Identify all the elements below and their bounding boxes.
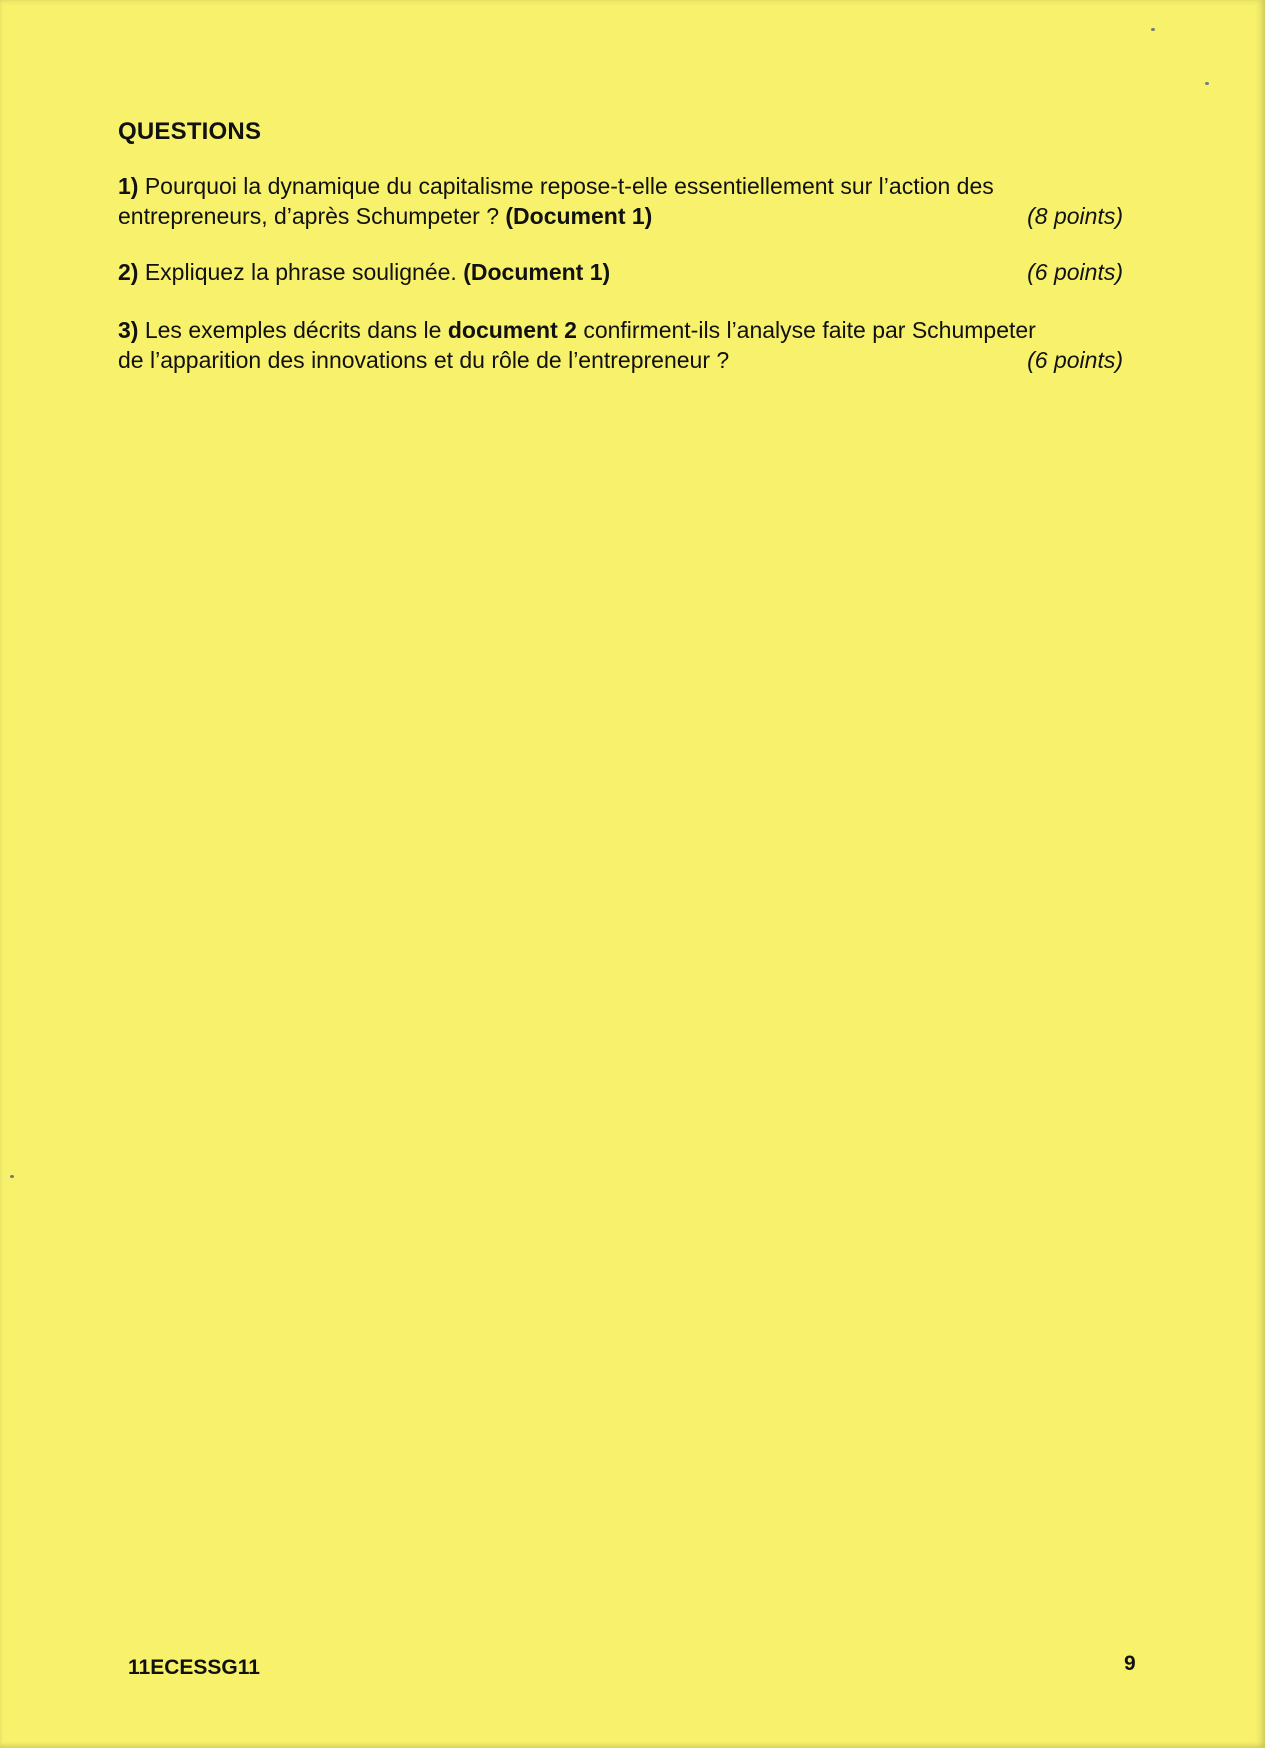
question-1-line-1 (118, 171, 1128, 201)
question-3-line-1 (118, 315, 1128, 345)
questions-heading: QUESTIONS (118, 118, 262, 145)
question-1-line-2 (118, 201, 1128, 231)
question-1-reference: (Document 1) (505, 203, 653, 229)
question-3-reference: document 2 (447, 317, 577, 343)
question-2 (118, 257, 1128, 287)
question-3-text-after: confirment-ils l’analyse faite par Schumpeter (583, 317, 1036, 343)
question-3-line-2 (118, 345, 1128, 375)
question-2-line-1 (118, 257, 1128, 287)
question-3-text-cont: de l’apparition des innovations et du rôle de l’entrepreneur ? (118, 347, 730, 373)
page-number: 9 (1124, 1652, 1136, 1675)
scan-speck (1151, 28, 1155, 31)
scan-speck (1205, 82, 1209, 85)
question-3 (118, 315, 1128, 375)
question-2-number: 2) (118, 259, 139, 285)
question-3-points: (6 points) (1027, 347, 1123, 373)
question-1-points: (8 points) (1027, 203, 1123, 229)
exam-code: 11ECESSG11 (128, 1656, 260, 1679)
question-2-reference: (Document 1) (463, 259, 611, 285)
question-3-text-before: Les exemples décrits dans le (144, 317, 442, 343)
question-1-text: Pourquoi la dynamique du capitalisme repose-t-elle essentiellement sur l’action des (144, 173, 994, 199)
scan-speck (10, 1175, 14, 1178)
question-3-number: 3) (118, 317, 139, 343)
question-2-text: Expliquez la phrase soulignée. (144, 259, 457, 285)
question-1 (118, 171, 1128, 231)
question-1-text-cont: entrepreneurs, d’après Schumpeter ? (118, 203, 499, 229)
question-1-number: 1) (118, 173, 139, 199)
question-2-points: (6 points) (1027, 259, 1123, 285)
